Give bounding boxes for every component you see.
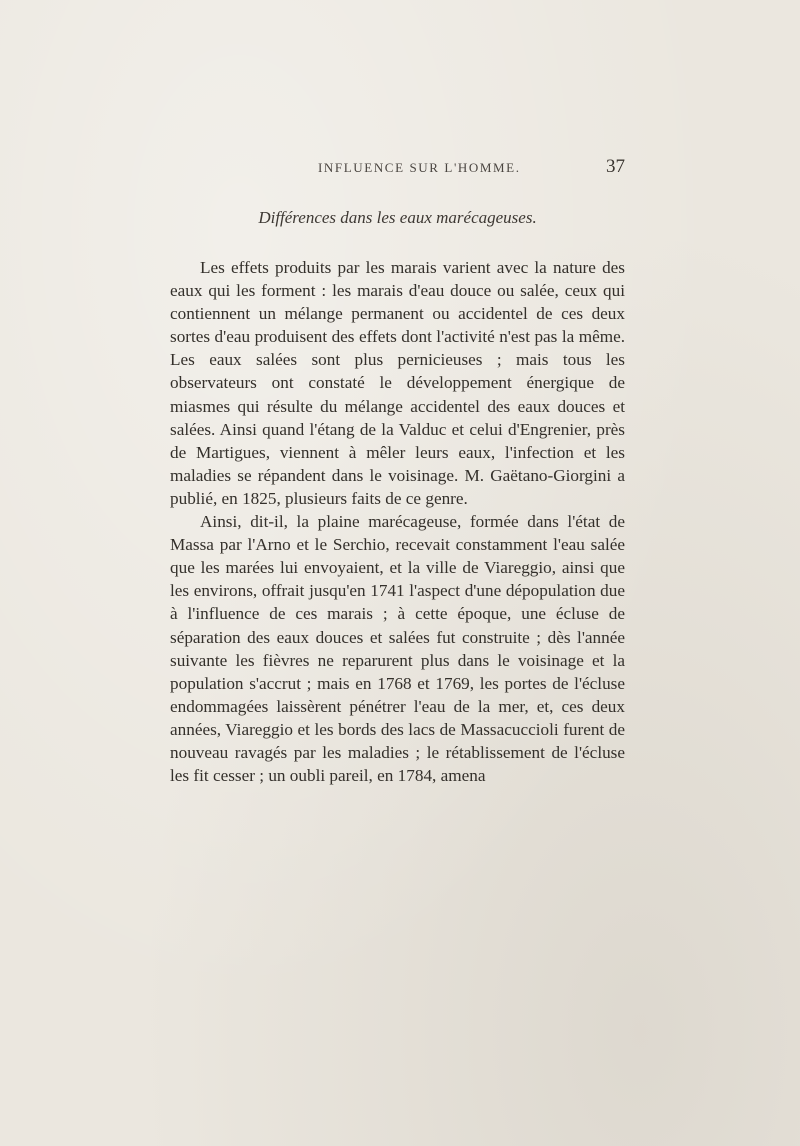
page-number: 37: [606, 156, 625, 177]
body-text: [170, 256, 625, 787]
paragraph: Ainsi, dit-il, la plaine marécageuse, formée dans l'état de Massa par l'Arno et le Serchio, recevait constamment l'eau salée que les marées lui envoyaient, et la ville de Viareggio, ainsi que les environs, offrait jusqu'en 1741 l'aspect d'une dépopulation due à l'influence de ces marais ; à cette époque, une écluse de séparation des eaux douces et salées fut construite ; dès l'année suivante les fièvres ne reparurent plus dans le voisinage et la population s'accrut ; mais en 1768 et 1769, les portes de l'écluse endommagées laissèrent pénétrer l'eau de la mer, et, ces deux années, Viareggio et les bords des lacs de Massacuccioli furent de nouveau ravagés par les maladies ; le rétablissement de l'écluse les fit cesser ; un oubli pareil, en 1784, amena: [170, 512, 625, 786]
paragraph: Les effets produits par les marais varient avec la nature des eaux qui les forment : les marais d'eau douce ou salée, ceux qui contiennent un mélange permanent ou accidentel de ces deux sortes d'eau produisent des effets dont l'activité n'est pas la même. Les eaux salées sont plus pernicieuses ; mais tous les observateurs ont constaté le développement énergique de miasmes qui résulte du mélange accidentel des eaux douces et salées. Ainsi quand l'étang de la Valduc et celui d'Engrenier, près de Martigues, viennent à mêler leurs eaux, l'infection et les maladies se répandent dans le voisinage. M. Gaëtano-Giorgini a publié, en 1825, plusieurs faits de ce genre.: [170, 258, 625, 508]
running-title: INFLUENCE SUR L'HOMME.: [318, 160, 521, 175]
page-header: [170, 158, 625, 180]
section-heading: Différences dans les eaux marécageuses.: [258, 208, 537, 227]
